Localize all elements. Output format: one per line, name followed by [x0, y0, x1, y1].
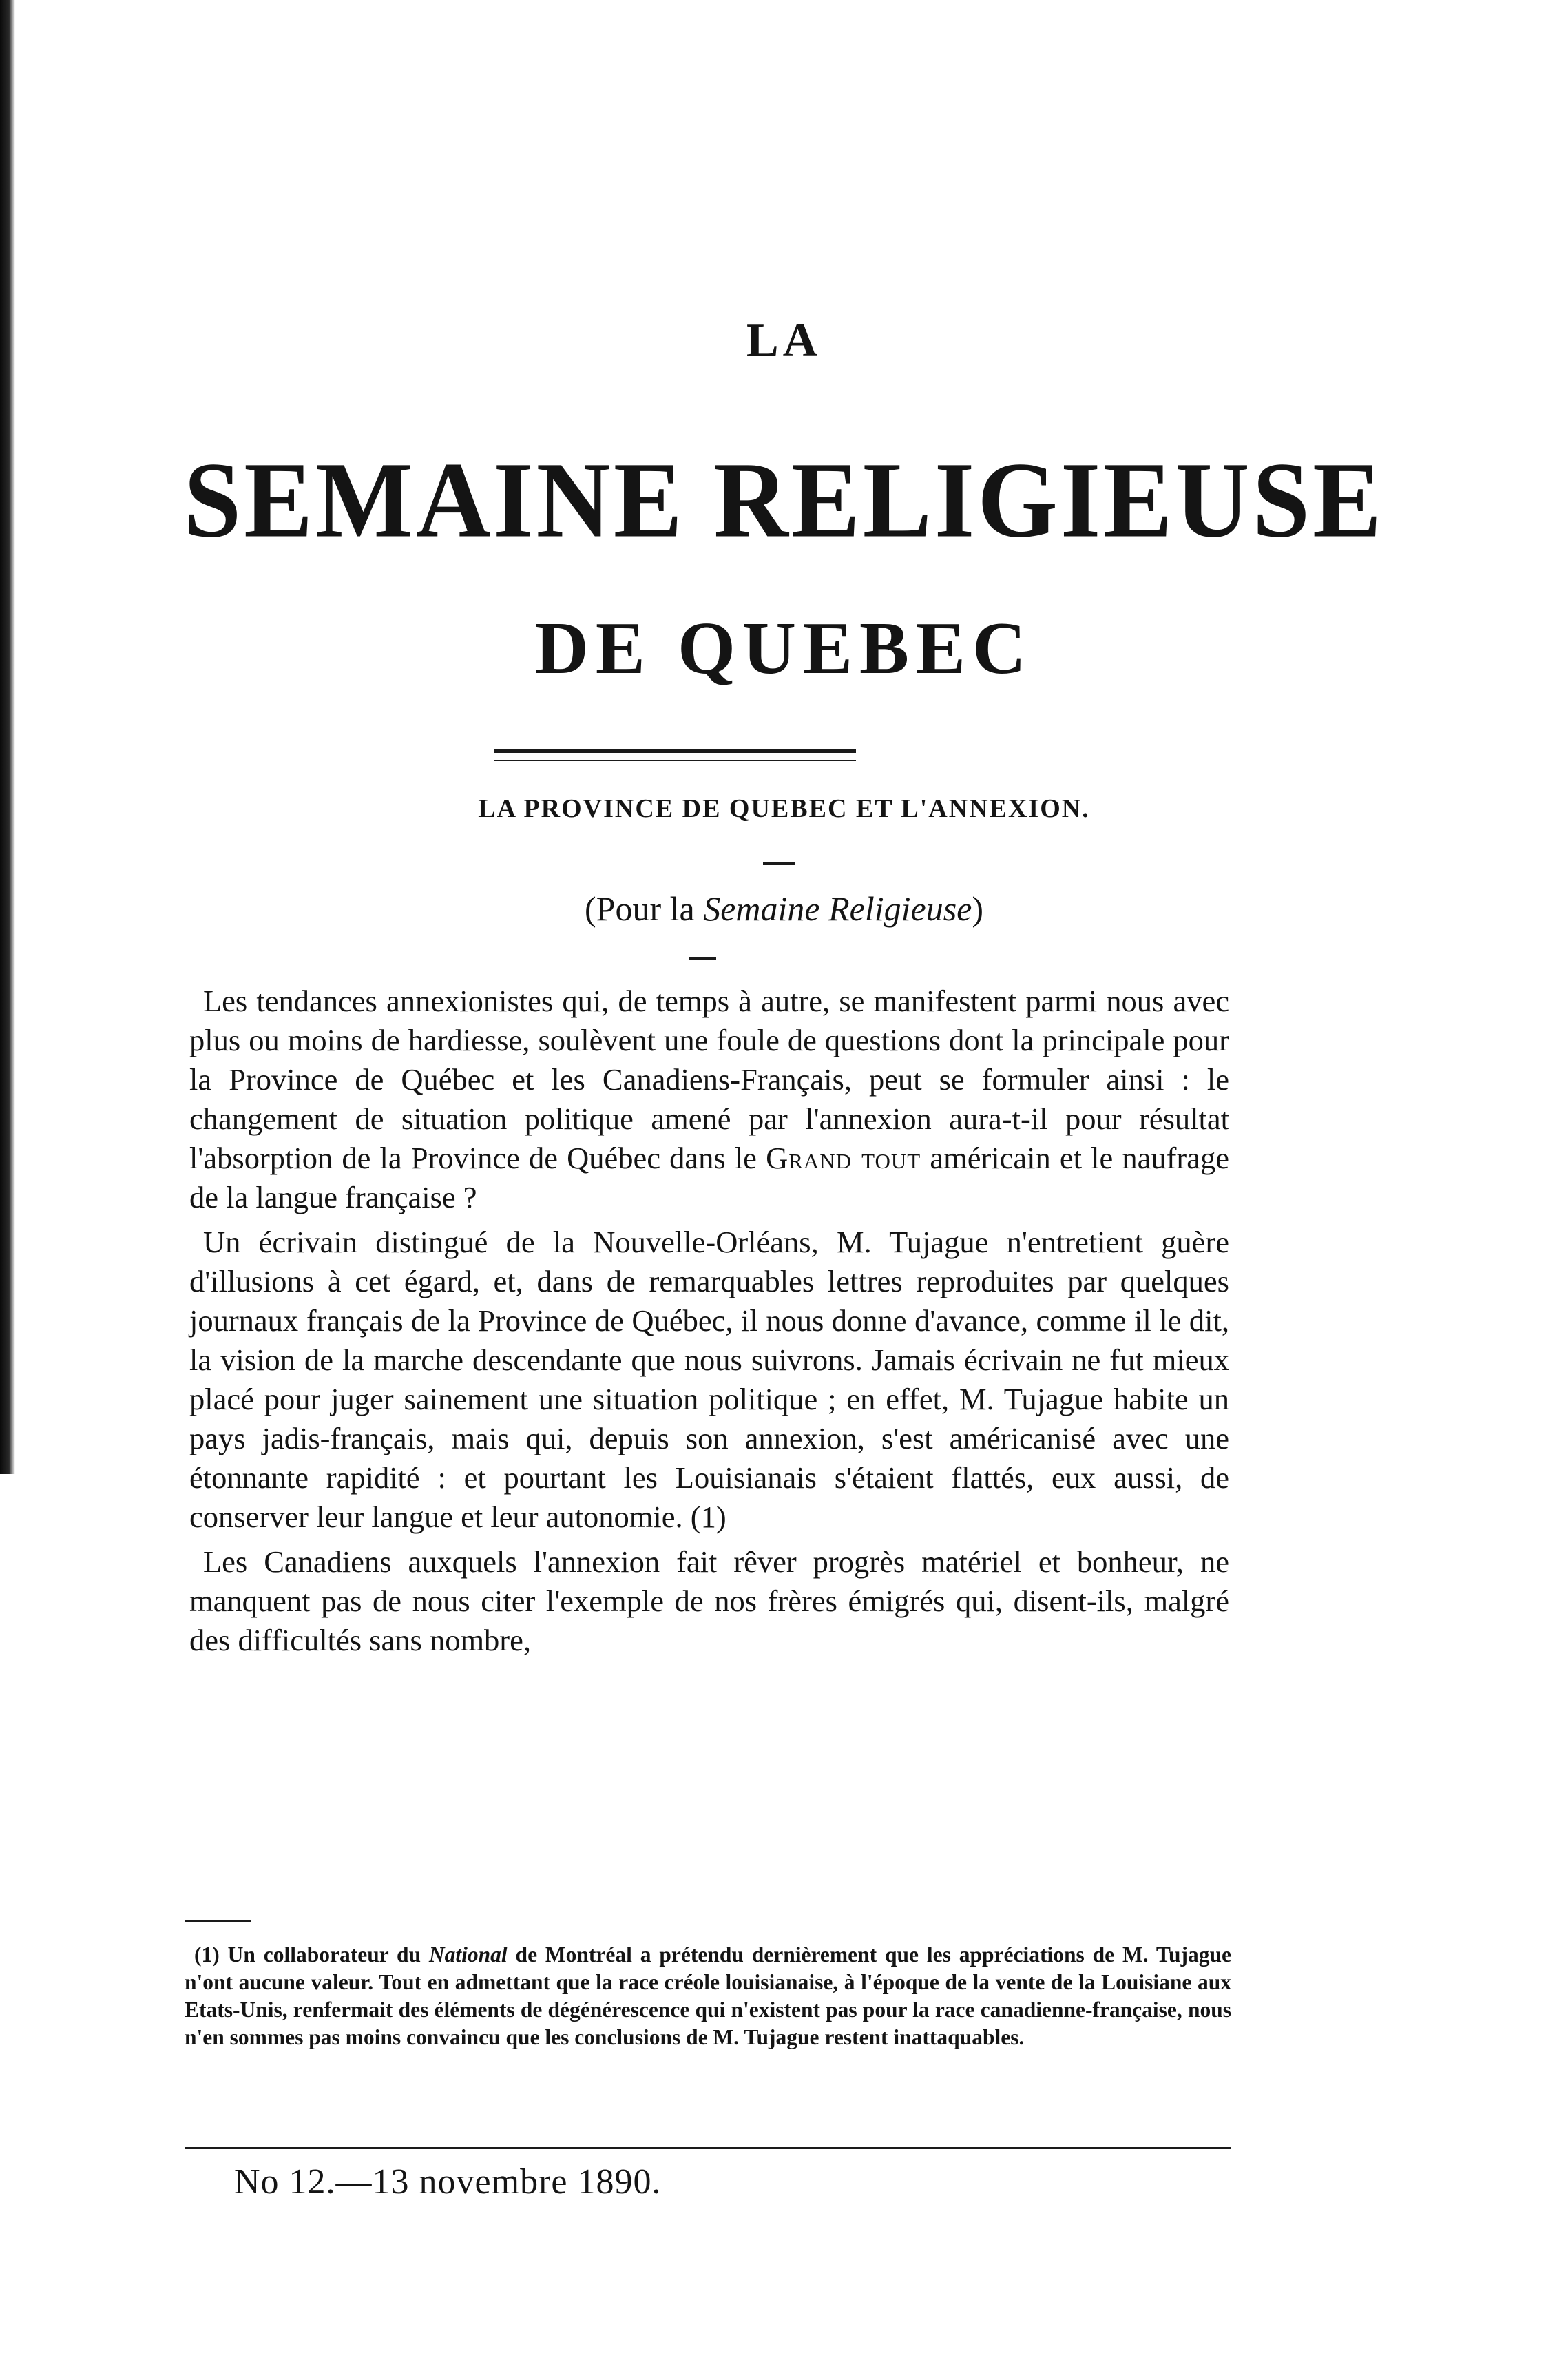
- footnote-marker: (1) Un collaborateur du: [194, 1943, 429, 1967]
- masthead-title: SEMAINE RELIGIEUSE: [183, 439, 1385, 561]
- heading-dash: [763, 862, 795, 865]
- masthead-divider: [494, 749, 856, 761]
- attribution-title: Semaine Religieuse: [703, 889, 972, 928]
- paragraph-1-text-a: Les tendances annexionistes qui, de temps à autre, se manifestent parmi nous avec plus ou moins de hardiesse, soulèvent une foule de questions dont la principale pour la Province de Québec et les Canadiens-Français, peut se formuler ainsi : le changement de situation politique amené par l'annexion aura-t-il pour résultat l'absorption de la Province de Québec dans le: [189, 984, 1229, 1175]
- attribution-prefix: (Pour la: [585, 889, 704, 928]
- footnote-paper-name: National: [428, 1943, 508, 1967]
- scan-edge-shadow: [0, 0, 15, 1474]
- masthead-subtitle: DE QUEBEC: [534, 608, 1034, 690]
- paragraph-1-smallcaps: Grand tout: [766, 1141, 921, 1175]
- article-heading: LA PROVINCE DE QUEBEC ET L'ANNEXION.: [478, 794, 1090, 823]
- masthead-article: LA: [746, 314, 822, 367]
- article-paragraph-1: [189, 982, 1229, 1217]
- footnote: [185, 1941, 1231, 2051]
- footnote-text: de Montréal a prétendu dernièrement que les appréciations de M. Tujague n'ont aucune valeur. Tout en admettant que la race créole louisianaise, à l'époque de la vente de la Louisiane aux Etats-Unis, renfermait des éléments de dégénérescence qui n'existent pas pour la race canadienne-française, nous n'en sommes pas moins convaincu que les conclusions de M. Tujague restent inattaquables.: [185, 1943, 1231, 2049]
- article-body: [189, 982, 1229, 1666]
- issue-number-date: No 12.—13 novembre 1890.: [234, 2162, 662, 2202]
- issue-divider: [185, 2147, 1231, 2153]
- article-attribution: [0, 889, 1568, 929]
- article-paragraph-3: Les Canadiens auxquels l'annexion fait rêver progrès matériel et bonheur, ne manquent pas de nous citer l'exemple de nos frères émigrés qui, disent-ils, malgré des difficultés sans nombre,: [189, 1544, 1229, 1657]
- attribution-suffix: ): [972, 889, 983, 928]
- article-paragraph-2: Un écrivain distingué de la Nouvelle-Orléans, M. Tujague n'entretient guère d'illusions à cet égard, et, dans de remarquables lettres reproduites par quelques journaux français de la Province de Québec, il nous donne d'avance, comme il le dit, la vision de la marche descendante que nous suivrons. Jamais écrivain ne fut mieux placé pour juger sainement une situation politique ; en effet, M. Tujague habite un pays jadis-français, mais qui, depuis son annexion, s'est américanisé avec une étonnante rapidité : et pourtant les Louisianais s'étaient flattés, eux aussi, de conserver leur langue et leur autonomie. (1): [189, 1225, 1229, 1534]
- attribution-dash: [689, 957, 716, 960]
- footnote-separator: [185, 1920, 251, 1922]
- paragraph-1-text-b: américain et le naufrage de la langue française ?: [189, 1141, 1230, 1214]
